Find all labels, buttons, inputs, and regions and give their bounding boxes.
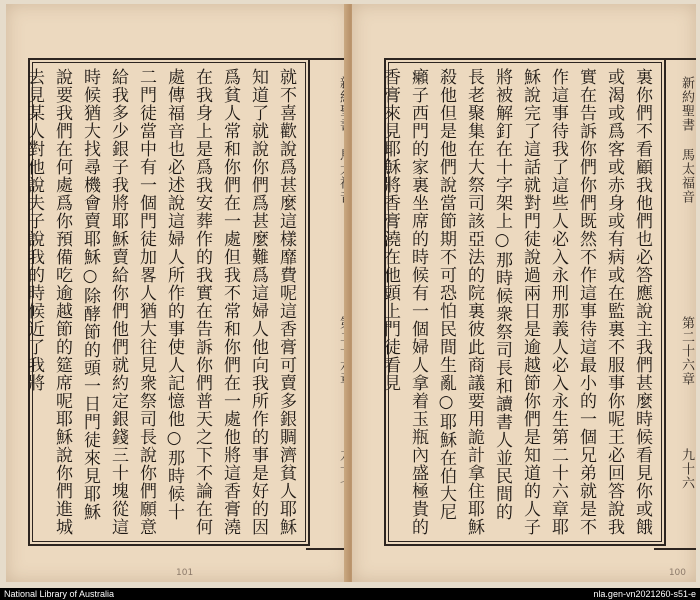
left-page [6,4,350,582]
right-folio-stamp: 100 [668,568,686,578]
left-folio-stamp: 101 [176,568,194,578]
source-label: National Library of Australia [4,589,115,599]
footer-bar [0,588,700,600]
right-page-number: 九十六 [679,448,694,490]
right-running-title: 新約聖書 [679,76,694,132]
right-page-margin [654,58,696,550]
right-text-frame [380,58,666,546]
left-text-frame [24,58,310,546]
right-chapter-label: 第二十六章 [679,316,694,386]
left-page-text: 就不喜歡說爲甚麼這樣靡費呢這香膏可賣多銀賙濟貧人耶穌知道了就說你們爲甚麼難爲這婦人他向我所作的事是好的因爲貧人常和你們在一處但我不常和你們在一處他將這香膏澆在我身上是爲我安葬作的我實在告訴你們普天之下不論在何處傳福音也必述說這婦人所作的事使人記憶他○那時候十二門徒當中有一個門徒加畧人猶大往見衆祭司長說你們願意給我多少銀子我將耶穌賣給你們他們就約定銀錢三十塊從這時候猶大找尋機會賣耶穌○除酵節的頭一日門徒來見耶穌說要我們在何處爲你預備吃逾越節的筵席呢耶穌說你們進城去見某人對他說夫子說我的時候近了我將 [24,68,296,536]
right-page [352,4,696,582]
identifier-label: nla.gen-vn2021260-s51-e [593,589,696,599]
right-gospel-title: 馬太福音 [679,148,694,204]
right-page-text: 裏你們不看顧我他們也必答應說主我們甚麼時候看見你或餓或渴或爲客或赤身或有病或在監裏不服事你呢王必回答說我實在告訴你們你們既然不作這事待這最小的一個兄弟就是不作這事待我了這些人必入永刑那義人必入永生第二十六章耶穌說完了這話就對門徒說過兩日是逾越節你們是知道的人子將被解釘在十字架上○那時候衆祭司長和讀書人並民間的長老聚集在大祭司該亞法的院裏彼此商議要用詭計拿住耶穌殺他但是他們說當節期不可恐怕民間生亂○耶穌在伯大尼癩子西門的家裏坐席的時候有一個婦人拿着玉瓶內盛極貴的香膏來見耶穌將香膏澆在他頭上門徒看見 [380,68,652,536]
